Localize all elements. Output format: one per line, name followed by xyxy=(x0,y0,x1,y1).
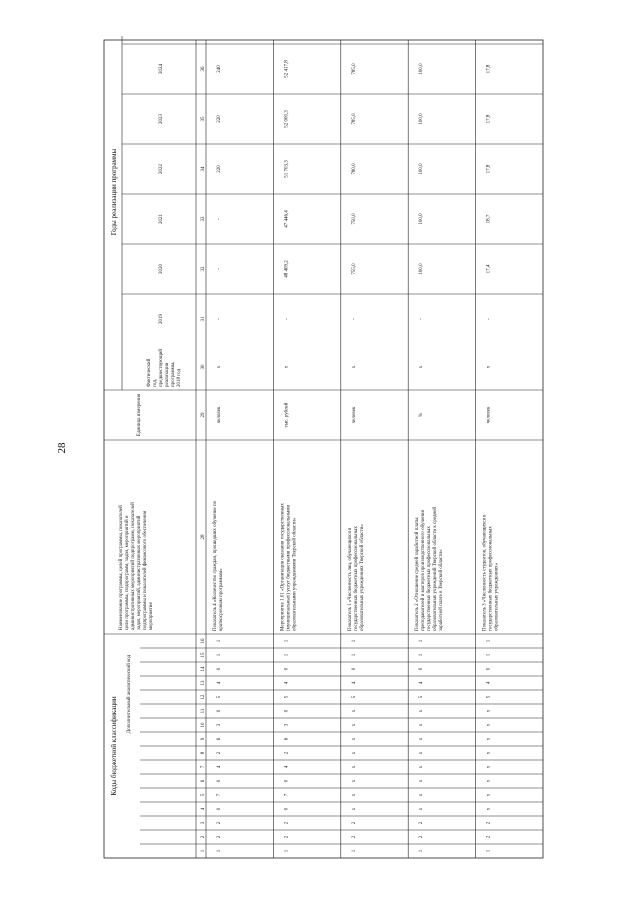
code-cell: x xyxy=(351,765,357,769)
row-value: 17,8 xyxy=(486,64,492,74)
code-cell: 1 xyxy=(419,639,425,643)
code-cell: 1 xyxy=(284,653,290,657)
code-cell: 4 xyxy=(217,765,222,769)
code-cell: 1 xyxy=(217,849,222,853)
code-cell: 0 xyxy=(217,779,222,783)
header-unit: Единица измерения xyxy=(137,393,142,437)
row-value: 780,0 xyxy=(351,163,357,175)
code-cell: 5 xyxy=(351,695,357,699)
code-cell: 3 xyxy=(284,723,290,727)
code-cell: 2 xyxy=(284,835,290,839)
row-value: 18,7 xyxy=(486,214,492,224)
code-cell: 0 xyxy=(284,779,290,783)
code-cell: x xyxy=(486,737,492,741)
row-value: 220 xyxy=(217,165,222,173)
row-name: Мероприятие 1.01 «Организация оказания государственных(муниципальных) услуг бюджетными профессиональнымиобразовательными учреждениями Тверской области» xyxy=(280,503,298,631)
row-unit: % xyxy=(419,412,425,418)
code-cell: x xyxy=(351,779,357,783)
row-name: Показатель 1 «Численность лиц, обучающихся вгосударственных бюджетных профессиональныхобразовательных учреждениях Тверской области» xyxy=(347,524,365,631)
code-cell: x xyxy=(351,723,357,727)
header-year-2019: 2019 xyxy=(159,314,164,324)
code-col-number: 3 xyxy=(201,821,206,825)
row-value: - xyxy=(351,318,357,320)
code-col-number: 15 xyxy=(201,652,206,658)
code-cell: 4 xyxy=(284,681,290,685)
row-value: 51 703,3 xyxy=(284,160,290,178)
header-year-2021: 2021 xyxy=(159,214,164,224)
code-cell: 2 xyxy=(486,821,492,825)
code-cell: 1 xyxy=(351,849,357,853)
row-unit: человек xyxy=(217,406,222,424)
code-cell: 1 xyxy=(419,849,425,853)
code-cell: x xyxy=(419,793,425,797)
code-cell: 1 xyxy=(351,653,357,657)
code-cell: x xyxy=(419,765,425,769)
col-number: 32 xyxy=(201,266,206,272)
code-col-number: 16 xyxy=(201,638,206,644)
row-value: 100,0 xyxy=(419,163,425,175)
row-value: 17,8 xyxy=(486,114,492,124)
code-cell: 1 xyxy=(284,849,290,853)
code-cell: 5 xyxy=(284,695,290,699)
code-col-number: 1 xyxy=(201,849,206,853)
page-number: 28 xyxy=(56,442,68,454)
row-name: Показатель 4 «Количество граждан, прошедших обучение пократкосрочным программам» xyxy=(213,500,224,631)
code-cell: 5 xyxy=(217,695,222,699)
code-cell: 5 xyxy=(419,695,425,699)
row-value: - xyxy=(217,218,222,220)
code-col-number: 11 xyxy=(201,708,206,714)
code-cell: 1 xyxy=(486,639,492,643)
code-cell: 0 xyxy=(284,709,290,713)
row-value: 100,0 xyxy=(419,63,425,75)
rotated-table-sheet xyxy=(100,36,547,862)
code-cell: 2 xyxy=(351,821,357,825)
code-cell: x xyxy=(486,723,492,727)
code-cell: x xyxy=(419,737,425,741)
col-number: 30 xyxy=(201,364,206,370)
row-value: 100,0 xyxy=(419,213,425,225)
row-value: 52 417,8 xyxy=(284,60,290,78)
row-base: x xyxy=(486,365,492,369)
header-years: Годы реализации программы xyxy=(110,148,118,236)
row-value: - xyxy=(284,318,290,320)
code-cell: 0 xyxy=(217,807,222,811)
row-value: - xyxy=(486,318,492,320)
code-cell: x xyxy=(419,709,425,713)
code-cell: x xyxy=(419,807,425,811)
row-value: - xyxy=(217,268,222,270)
header-program-names: Наименование программы, целей программы, показателейцели программы, подпрограмм, задач, мероприятий иадминистративных мероприятий подпрограмм, показателейзадач, мероприятий, административных мероприятийподпрограммы и показателей финансового обеспечениямероприятия xyxy=(119,502,154,630)
row-unit: тыс. рублей xyxy=(284,402,290,428)
code-cell: 6 xyxy=(217,737,222,741)
code-cell: 2 xyxy=(419,821,425,825)
row-value: 755,0 xyxy=(351,263,357,275)
code-col-number: 2 xyxy=(201,835,206,839)
header-year-2020: 2020 xyxy=(159,264,164,274)
code-cell: 2 xyxy=(217,821,222,825)
row-name: Показатель 2 «Отношение средней заработной платыпреподавателей и мастеров производственного обучениягосударственных бюджетных профессиональныхобразовательных учреждений Тверской области к среднейзаработной плате в Тверской области» xyxy=(415,506,445,631)
code-cell: 4 xyxy=(351,681,357,685)
row-value: 100,0 xyxy=(419,263,425,275)
code-cell: 2 xyxy=(284,821,290,825)
row-unit: человек xyxy=(486,406,492,424)
code-cell: 4 xyxy=(486,681,492,685)
code-col-number: 6 xyxy=(201,779,206,783)
row-value: 17,4 xyxy=(486,264,492,274)
col-number: 29 xyxy=(201,412,206,418)
col-number: 28 xyxy=(201,534,206,540)
budget-program-table xyxy=(100,36,547,862)
row-name: Показатель 3 «Численность студентов, обучающихся вгосударственных бюджетных профессиональныхобразовательных учреждениях» xyxy=(482,514,500,631)
code-cell: 0 xyxy=(217,667,222,671)
code-col-number: 10 xyxy=(201,722,206,728)
code-col-number: 8 xyxy=(201,751,206,755)
code-cell: x xyxy=(486,751,492,755)
header-additional-code: Дополнительный аналитический код xyxy=(127,654,132,734)
code-cell: 7 xyxy=(284,793,290,797)
code-cell: 3 xyxy=(217,723,222,727)
code-cell: x xyxy=(486,807,492,811)
code-cell: 0 xyxy=(351,667,357,671)
row-value: 785,0 xyxy=(351,113,357,125)
code-cell: 2 xyxy=(284,751,290,755)
row-value: 52 000,3 xyxy=(284,110,290,128)
code-col-number: 4 xyxy=(201,807,206,811)
code-cell: 0 xyxy=(486,667,492,671)
col-number: 31 xyxy=(201,316,206,322)
code-col-number: 9 xyxy=(201,737,206,741)
code-cell: 6 xyxy=(284,737,290,741)
col-number: 36 xyxy=(201,66,206,72)
col-number: 34 xyxy=(201,166,206,172)
code-cell: x xyxy=(419,751,425,755)
row-base: x xyxy=(351,365,357,369)
row-value: - xyxy=(419,318,425,320)
code-cell: 0 xyxy=(419,667,425,671)
code-cell: x xyxy=(419,723,425,727)
row-base: x xyxy=(419,365,425,369)
code-col-number: 13 xyxy=(201,680,206,686)
header-year-2023: 2023 xyxy=(159,114,164,124)
code-cell: 5 xyxy=(486,695,492,699)
row-value: 100,0 xyxy=(419,113,425,125)
code-cell: 4 xyxy=(284,765,290,769)
code-cell: 1 xyxy=(486,849,492,853)
code-cell: 0 xyxy=(217,709,222,713)
code-col-number: 7 xyxy=(201,765,206,769)
row-unit: человек xyxy=(351,406,357,424)
code-cell: 0 xyxy=(284,667,290,671)
code-cell: x xyxy=(486,793,492,797)
code-cell: x xyxy=(351,807,357,811)
code-cell: x xyxy=(419,779,425,783)
code-cell: 1 xyxy=(284,639,290,643)
code-cell: x xyxy=(351,737,357,741)
code-col-number: 12 xyxy=(201,694,206,700)
code-cell: 1 xyxy=(419,653,425,657)
row-value: 750,0 xyxy=(351,213,357,225)
row-value: 220 xyxy=(217,115,222,123)
code-cell: x xyxy=(351,793,357,797)
code-cell: 1 xyxy=(217,639,222,643)
row-value: 47 446,4 xyxy=(284,210,290,228)
row-value: 48 409,2 xyxy=(284,260,290,278)
row-base: x xyxy=(284,365,290,369)
header-budget-classification: Коды бюджетной классификации xyxy=(110,696,118,796)
code-cell: 1 xyxy=(217,653,222,657)
header-year-2022: 2022 xyxy=(159,164,164,174)
row-value: 17,8 xyxy=(486,164,492,174)
col-number: 35 xyxy=(201,116,206,122)
code-cell: x xyxy=(486,779,492,783)
code-cell: x xyxy=(486,709,492,713)
row-value: 240 xyxy=(217,65,222,73)
code-cell: x xyxy=(351,751,357,755)
header-year-2024: 2024 xyxy=(159,64,164,74)
row-value: 785,0 xyxy=(351,63,357,75)
table-frame xyxy=(104,40,543,858)
code-cell: 2 xyxy=(419,835,425,839)
code-cell: 2 xyxy=(351,835,357,839)
code-cell: 4 xyxy=(419,681,425,685)
code-col-number: 5 xyxy=(201,793,206,797)
code-cell: 2 xyxy=(217,835,222,839)
code-cell: x xyxy=(486,765,492,769)
code-cell: 7 xyxy=(217,793,222,797)
code-cell: 1 xyxy=(486,653,492,657)
code-cell: 4 xyxy=(217,681,222,685)
code-cell: 0 xyxy=(284,807,290,811)
code-cell: 1 xyxy=(351,639,357,643)
row-value: - xyxy=(217,318,222,320)
header-base-year: Фактическийгод,предшествующийреализациипрограммы,2018 год xyxy=(147,348,182,387)
row-base: x xyxy=(217,365,222,369)
code-cell: 2 xyxy=(217,751,222,755)
code-col-number: 14 xyxy=(201,666,206,672)
col-number: 33 xyxy=(201,216,206,222)
code-cell: x xyxy=(351,709,357,713)
code-cell: 2 xyxy=(486,835,492,839)
